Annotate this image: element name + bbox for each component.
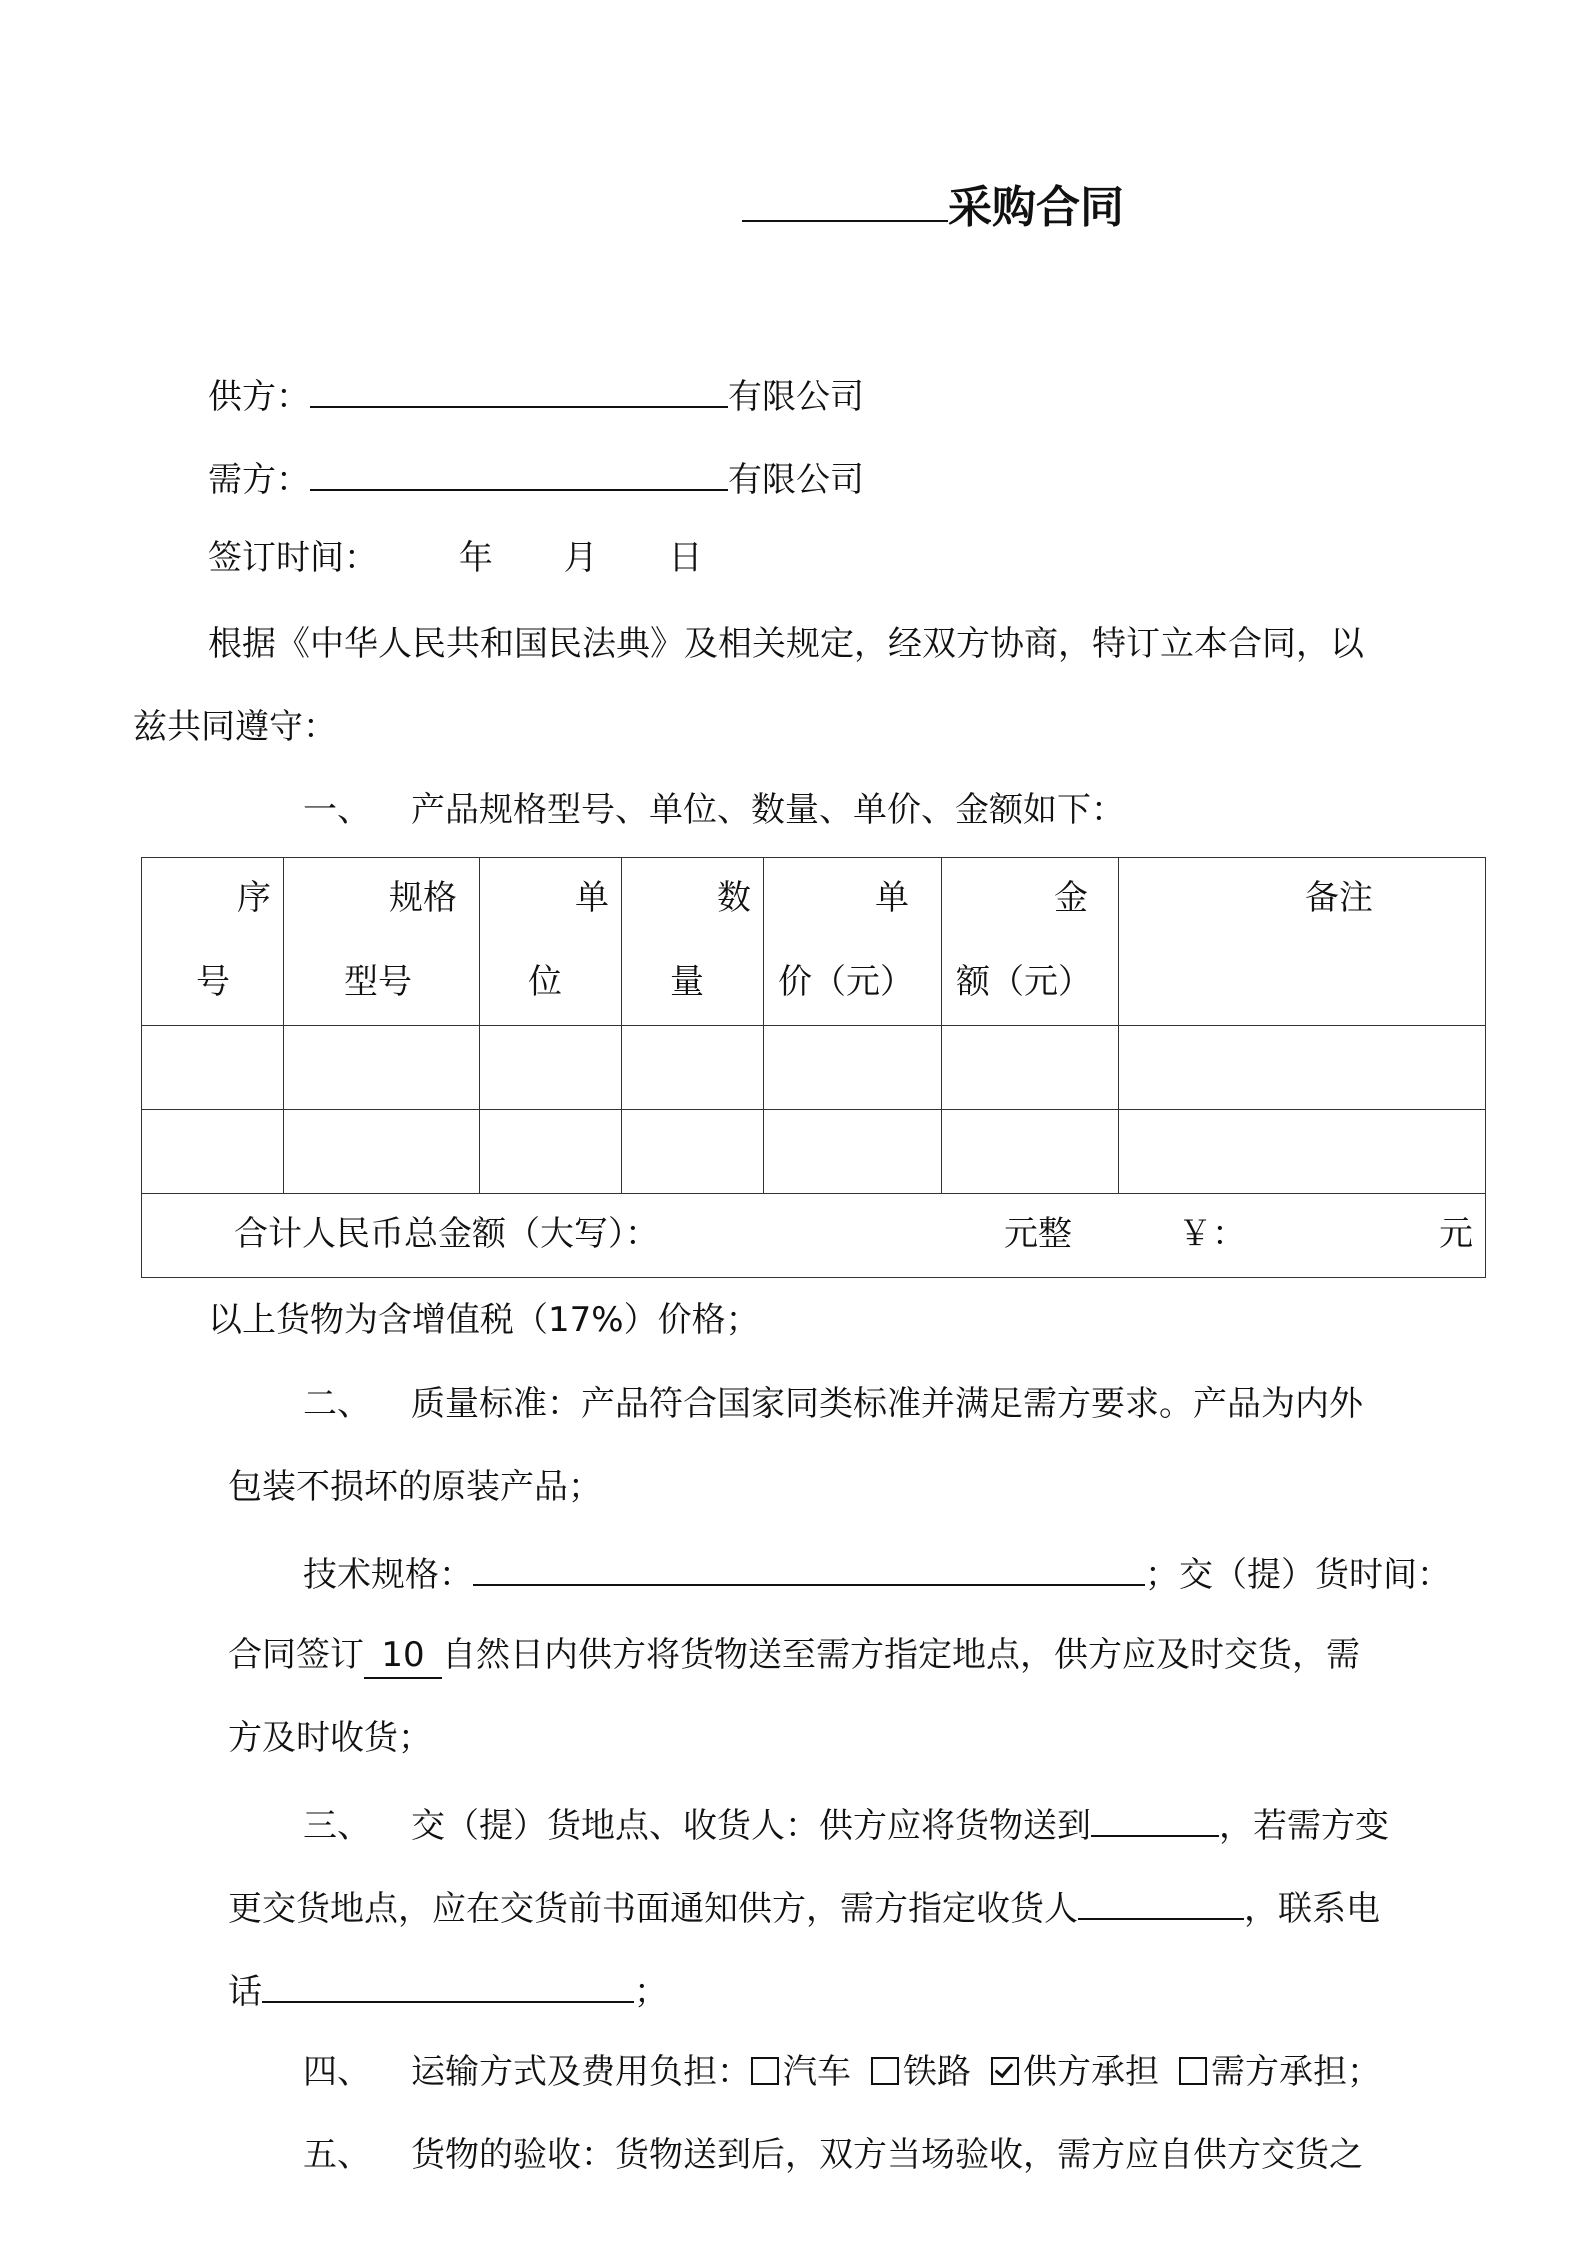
section-3-line-1 bbox=[303, 1799, 1389, 1848]
table-row bbox=[142, 1110, 1486, 1194]
header-remark-top: 备注 bbox=[1305, 878, 1373, 918]
checkbox-checked-icon[interactable] bbox=[991, 2057, 1019, 2085]
header-spec-bottom: 型号 bbox=[344, 962, 412, 1002]
section-5-text: 货物的验收：货物送到后，双方当场验收，需方应自供方交货之 bbox=[411, 2135, 1363, 2175]
table-cell[interactable] bbox=[942, 1110, 1119, 1194]
tax-note: 以上货物为含增值税（17%）价格； bbox=[208, 1300, 760, 1340]
buyer-company-suffix: 有限公司 bbox=[728, 460, 864, 500]
section-1-heading bbox=[303, 788, 1125, 832]
table-cell[interactable] bbox=[1119, 1110, 1486, 1194]
sign-date-label: 签订时间： bbox=[208, 538, 378, 578]
header-price-top: 单 bbox=[875, 878, 909, 918]
header-cell-spec bbox=[284, 858, 480, 1026]
header-spec-top: 规格 bbox=[389, 878, 457, 918]
table-cell[interactable] bbox=[622, 1026, 764, 1110]
line-4-prefix: 合同签订 bbox=[228, 1635, 364, 1675]
checkbox-icon[interactable] bbox=[1179, 2057, 1207, 2085]
section-4-text: 运输方式及费用负担： bbox=[411, 2052, 751, 2092]
intro-line-2: 兹共同遵守： bbox=[133, 707, 337, 747]
supplier-label: 供方： bbox=[208, 377, 310, 417]
section-1-num: 一、 bbox=[303, 790, 371, 830]
delivery-time-label: ；交（提）货时间： bbox=[1145, 1555, 1451, 1595]
total-cell[interactable] bbox=[142, 1194, 1486, 1278]
section-3-num: 三、 bbox=[303, 1806, 371, 1846]
tech-spec-blank[interactable] bbox=[473, 1548, 1145, 1586]
section-3-line-3 bbox=[228, 1965, 668, 2014]
delivery-days-value[interactable]: 10 bbox=[364, 1633, 442, 1679]
yuan-label: 元 bbox=[1439, 1214, 1473, 1254]
sign-date-line bbox=[208, 536, 702, 580]
yen-label: ￥： bbox=[1178, 1214, 1246, 1254]
table-cell[interactable] bbox=[284, 1110, 480, 1194]
header-cell-price bbox=[764, 858, 942, 1026]
table-cell[interactable] bbox=[622, 1110, 764, 1194]
section-4-line bbox=[303, 2050, 1381, 2094]
line-4-suffix: 自然日内供方将货物送至需方指定地点，供方应及时交货，需 bbox=[442, 1635, 1360, 1675]
header-unit-top: 单 bbox=[575, 878, 609, 918]
table-cell[interactable] bbox=[142, 1026, 284, 1110]
table-cell[interactable] bbox=[284, 1026, 480, 1110]
buyer-line bbox=[208, 453, 864, 502]
section-3-line-2 bbox=[228, 1882, 1380, 1931]
header-cell-unit bbox=[480, 858, 622, 1026]
title-suffix: 采购合同 bbox=[948, 182, 1124, 233]
header-price-bottom: 价（元） bbox=[778, 962, 914, 1002]
sign-month-label: 月 bbox=[563, 538, 598, 578]
table-total-row bbox=[142, 1194, 1486, 1278]
section-3-suffix: ，若需方变 bbox=[1219, 1806, 1389, 1846]
section-2-line-2: 包装不损坏的原装产品； bbox=[228, 1467, 602, 1507]
phone-blank[interactable] bbox=[262, 1965, 634, 2003]
section-5-line bbox=[303, 2133, 1363, 2177]
table-cell[interactable] bbox=[1119, 1026, 1486, 1110]
contract-title bbox=[742, 174, 1124, 236]
sign-day-label: 日 bbox=[668, 538, 703, 578]
supplier-company-suffix: 有限公司 bbox=[728, 377, 864, 417]
option-supplier-pays[interactable] bbox=[991, 2052, 1159, 2092]
section-1-text: 产品规格型号、单位、数量、单价、金额如下： bbox=[411, 790, 1125, 830]
header-cell-amount bbox=[942, 858, 1119, 1026]
table-cell[interactable] bbox=[942, 1026, 1119, 1110]
buyer-name-blank[interactable] bbox=[310, 453, 728, 491]
tech-spec-line bbox=[303, 1548, 1451, 1597]
option-buyer-pays[interactable] bbox=[1179, 2052, 1381, 2092]
header-amount-bottom: 额（元） bbox=[956, 962, 1092, 1002]
section-2-line-4 bbox=[228, 1633, 1360, 1679]
table-cell[interactable] bbox=[764, 1026, 942, 1110]
section-5-num: 五、 bbox=[303, 2135, 371, 2175]
header-qty-bottom: 量 bbox=[670, 962, 704, 1002]
checkbox-icon[interactable] bbox=[751, 2057, 779, 2085]
section-3-prefix: 交（提）货地点、收货人：供方应将货物送到 bbox=[411, 1806, 1091, 1846]
tech-spec-label: 技术规格： bbox=[303, 1555, 473, 1595]
section-2-num: 二、 bbox=[303, 1384, 371, 1424]
phone-suffix: ； bbox=[634, 1972, 668, 2012]
table-cell[interactable] bbox=[142, 1110, 284, 1194]
header-cell-qty bbox=[622, 858, 764, 1026]
table-cell[interactable] bbox=[480, 1026, 622, 1110]
phone-prefix: 话 bbox=[228, 1972, 262, 2012]
buyer-label: 需方： bbox=[208, 460, 310, 500]
sign-year-label: 年 bbox=[458, 538, 493, 578]
table-cell[interactable] bbox=[764, 1110, 942, 1194]
header-amount-top: 金 bbox=[1054, 878, 1088, 918]
table-header-row bbox=[142, 858, 1486, 1026]
receiver-prefix: 更交货地点，应在交货前书面通知供方，需方指定收货人 bbox=[228, 1889, 1078, 1929]
title-blank[interactable] bbox=[742, 174, 948, 222]
header-cell-remark bbox=[1119, 858, 1486, 1026]
header-unit-bottom: 位 bbox=[528, 962, 562, 1002]
table-row bbox=[142, 1026, 1486, 1110]
header-qty-top: 数 bbox=[717, 878, 751, 918]
option-truck[interactable] bbox=[751, 2052, 851, 2092]
supplier-name-blank[interactable] bbox=[310, 370, 728, 408]
section-4-num: 四、 bbox=[303, 2052, 371, 2092]
option-rail[interactable] bbox=[871, 2052, 971, 2092]
section-2-text: 质量标准：产品符合国家同类标准并满足需方要求。产品为内外 bbox=[411, 1384, 1363, 1424]
intro-line-1: 根据《中华人民共和国民法典》及相关规定，经双方协商，特订立本合同，以 bbox=[208, 624, 1364, 664]
header-seq-bottom: 号 bbox=[196, 962, 230, 1002]
total-label: 合计人民币总金额（大写）： bbox=[234, 1214, 659, 1254]
section-2-line-5: 方及时收货； bbox=[228, 1718, 432, 1758]
total-unit: 元整 bbox=[1004, 1214, 1072, 1254]
receiver-blank[interactable] bbox=[1078, 1882, 1244, 1920]
option-supplier-pays-label: 供方承担 bbox=[1023, 2052, 1159, 2092]
option-buyer-pays-label: 需方承担； bbox=[1211, 2052, 1381, 2092]
receiver-suffix: ，联系电 bbox=[1244, 1889, 1380, 1929]
section-2-line-1 bbox=[303, 1382, 1363, 1426]
delivery-address-blank[interactable] bbox=[1091, 1799, 1219, 1837]
header-seq-top: 序 bbox=[237, 878, 271, 918]
goods-table bbox=[141, 857, 1486, 1278]
header-cell-seq bbox=[142, 858, 284, 1026]
option-truck-label: 汽车 bbox=[783, 2052, 851, 2092]
option-rail-label: 铁路 bbox=[903, 2052, 971, 2092]
supplier-line bbox=[208, 370, 864, 419]
table-cell[interactable] bbox=[480, 1110, 622, 1194]
checkbox-icon[interactable] bbox=[871, 2057, 899, 2085]
